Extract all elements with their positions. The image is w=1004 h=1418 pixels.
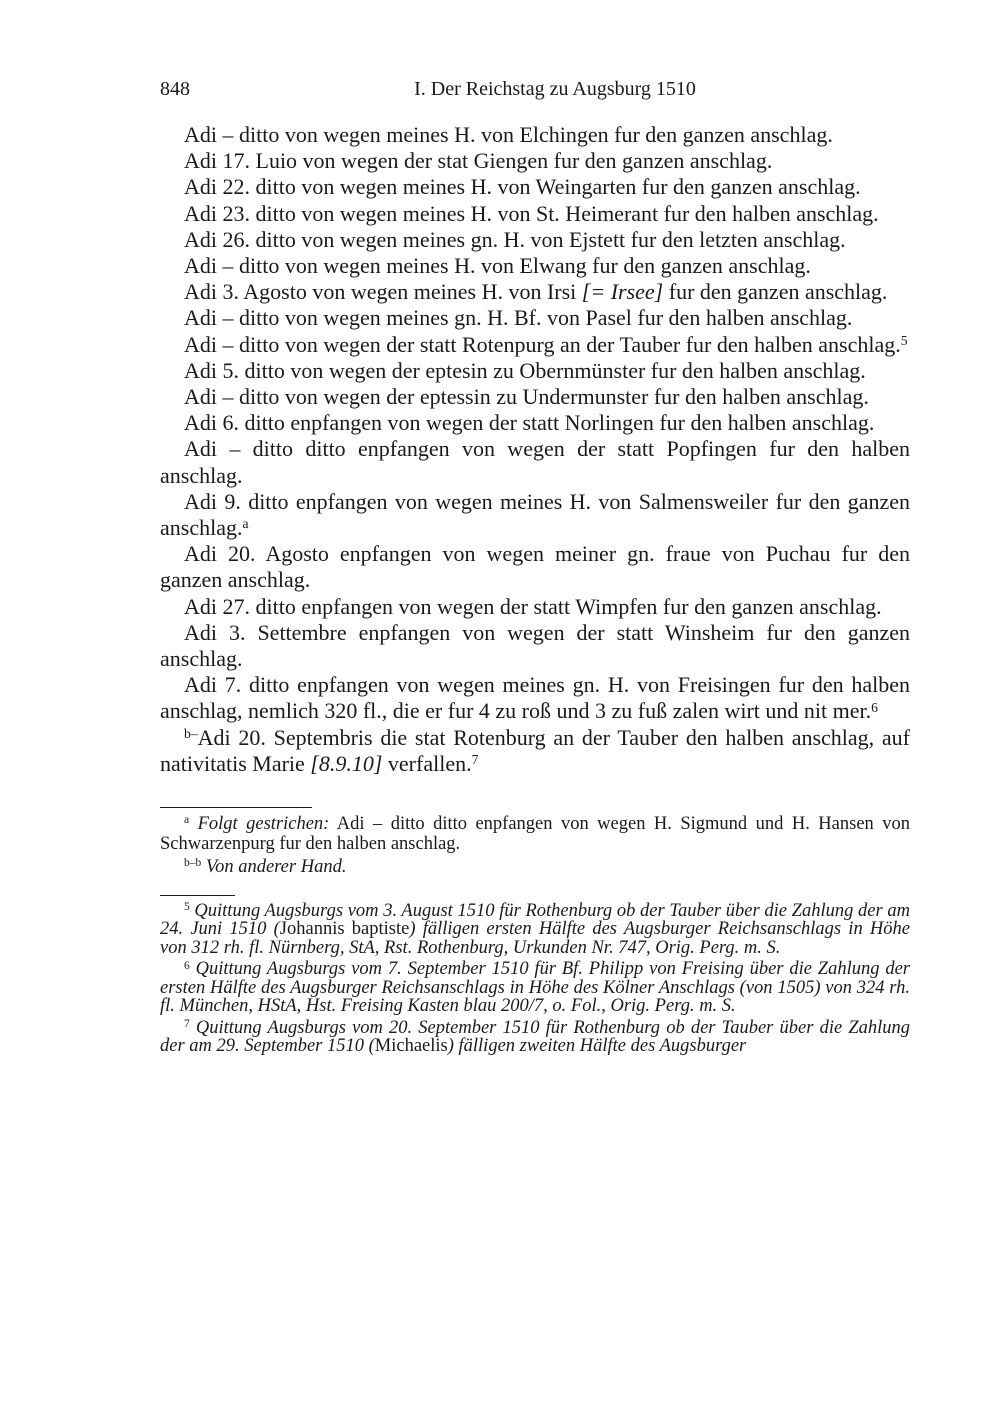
entry: Adi 3. Agosto von wegen meines H. von Irsi [= Irsee] fur den ganzen anschlag. [184, 279, 888, 305]
entry: Adi – ditto ditto enpfangen von wegen der statt Popfingen fur den halben anschlag. [160, 436, 910, 488]
document-page [160, 78, 910, 1058]
footnote-ref[interactable]: 5 [900, 332, 908, 348]
entry: Adi – ditto von wegen der eptessin zu Undermunster fur den halben anschlag. [184, 384, 869, 410]
footnotes-divider [160, 895, 235, 896]
entry: Adi 7. ditto enpfangen von wegen meines gn. H. von Freisingen fur den halben anschlag, nemlich 320 fl., die er fur 4 zu roß und 3 zu fuß zalen wirt und nit mer.$^6$ [160, 672, 910, 724]
entry: Adi 5. ditto von wegen der eptesin zu Obernmünster fur den halben anschlag. [184, 357, 866, 383]
note-marker: a [184, 814, 190, 827]
text-note: $^{b-b}$ Von anderer Hand. [184, 857, 347, 878]
footnote-marker: 7 [184, 1017, 190, 1030]
footnote-marker: 6 [184, 959, 190, 972]
text-notes-divider [160, 807, 312, 808]
entry: Adi – ditto von wegen der statt Rotenpurg an der Tauber fur den halben anschlag.$^5$ [184, 331, 908, 357]
entry: Adi 17. Luio von wegen der stat Giengen fur den ganzen anschlag. [184, 148, 773, 174]
page-number: 848 [160, 78, 190, 100]
entry: Adi – ditto von wegen meines gn. H. Bf. von Pasel fur den halben anschlag. [184, 305, 853, 331]
text-critical-notes [160, 814, 910, 877]
entry: Adi – ditto von wegen meines H. von Elchingen fur den ganzen anschlag. [184, 122, 833, 147]
entry: Adi 20. Agosto enpfangen von wegen meiner gn. fraue von Puchau fur den ganzen anschlag. [160, 541, 910, 593]
entry: Adi 26. ditto von wegen meines gn. H. von Ejstett fur den letzten anschlag. [184, 226, 846, 252]
text-note: $^a$ Folgt gestrichen: Adi – ditto ditto enpfangen von wegen H. Sigmund und H. Hansen von Schwarzenpurg fur den halben anschlag. [160, 814, 910, 855]
running-title: I. Der Reichstag zu Augsburg 1510 [414, 78, 696, 100]
footnote-ref[interactable]: 6 [871, 699, 878, 715]
footnote: $^5$ Quittung Augsburgs vom 3. August 1510 für Rothenburg ob der Tauber über die Zahlung der am 24. Juni 1510 (Johannis baptiste) fälligen ersten Hälfte des Augsburger Reichsanschlags in Höhe von 312 rh. fl. Nürnberg, StA, Rst. Rothenburg, Urkunden Nr. 747, Orig. Perg. m. S. [160, 901, 910, 958]
entry: Adi 6. ditto enpfangen von wegen der statt Norlingen fur den halben anschlag. [184, 410, 875, 436]
note-marker: b–b [184, 857, 202, 870]
footnote: $^7$ Quittung Augsburgs vom 20. September 1510 für Rothenburg ob der Tauber über die Zahlung der am 29. September 1510 (Michaelis) fälligen zweiten Hälfte des Augsburger [160, 1017, 910, 1056]
entry: Adi – ditto von wegen meines H. von Elwang fur den ganzen anschlag. [184, 253, 811, 279]
text-note-ref[interactable]: a [242, 516, 249, 532]
footnote: $^6$ Quittung Augsburgs vom 7. September 1510 für Bf. Philipp von Freising über die Zahlung der ersten Hälfte des Augsburger Reichsanschlags in Höhe des Kölner Anschlags (von 1505) von 324 rh. fl. München, HStA, Hst. Freising Kasten blau 200/7, o. Fol., Orig. Perg. m. S. [160, 959, 910, 1017]
entry: Adi 9. ditto enpfangen von wegen meines H. von Salmensweiler fur den ganzen anschlag.$^a$ [160, 488, 910, 541]
text-note-ref[interactable]: b– [184, 725, 198, 741]
main-text [160, 122, 910, 777]
entry: Adi 27. ditto enpfangen von wegen der statt Wimpfen fur den ganzen anschlag. [184, 593, 882, 619]
entry: Adi 3. Settembre enpfangen von wegen der statt Winsheim fur den ganzen anschlag. [160, 619, 910, 672]
footnote-ref[interactable]: 7 [471, 752, 479, 768]
entry: $^{b-}$Adi 20. Septembris die stat Rotenburg an der Tauber den halben anschlag, auf nativitatis Marie [8.9.10] verfallen.$^7$ [160, 724, 910, 776]
editorial-note: [= Irsee] [581, 279, 664, 305]
editorial-note: [8.9.10] [310, 750, 383, 776]
entry: Adi 23. ditto von wegen meines H. von St. Heimerant fur den halben anschlag. [184, 200, 879, 226]
footnotes [160, 902, 910, 1055]
entry: Adi 22. ditto von wegen meines H. von Weingarten fur den ganzen anschlag. [184, 174, 861, 200]
page-header [160, 78, 910, 108]
footnote-marker: 5 [184, 901, 190, 914]
